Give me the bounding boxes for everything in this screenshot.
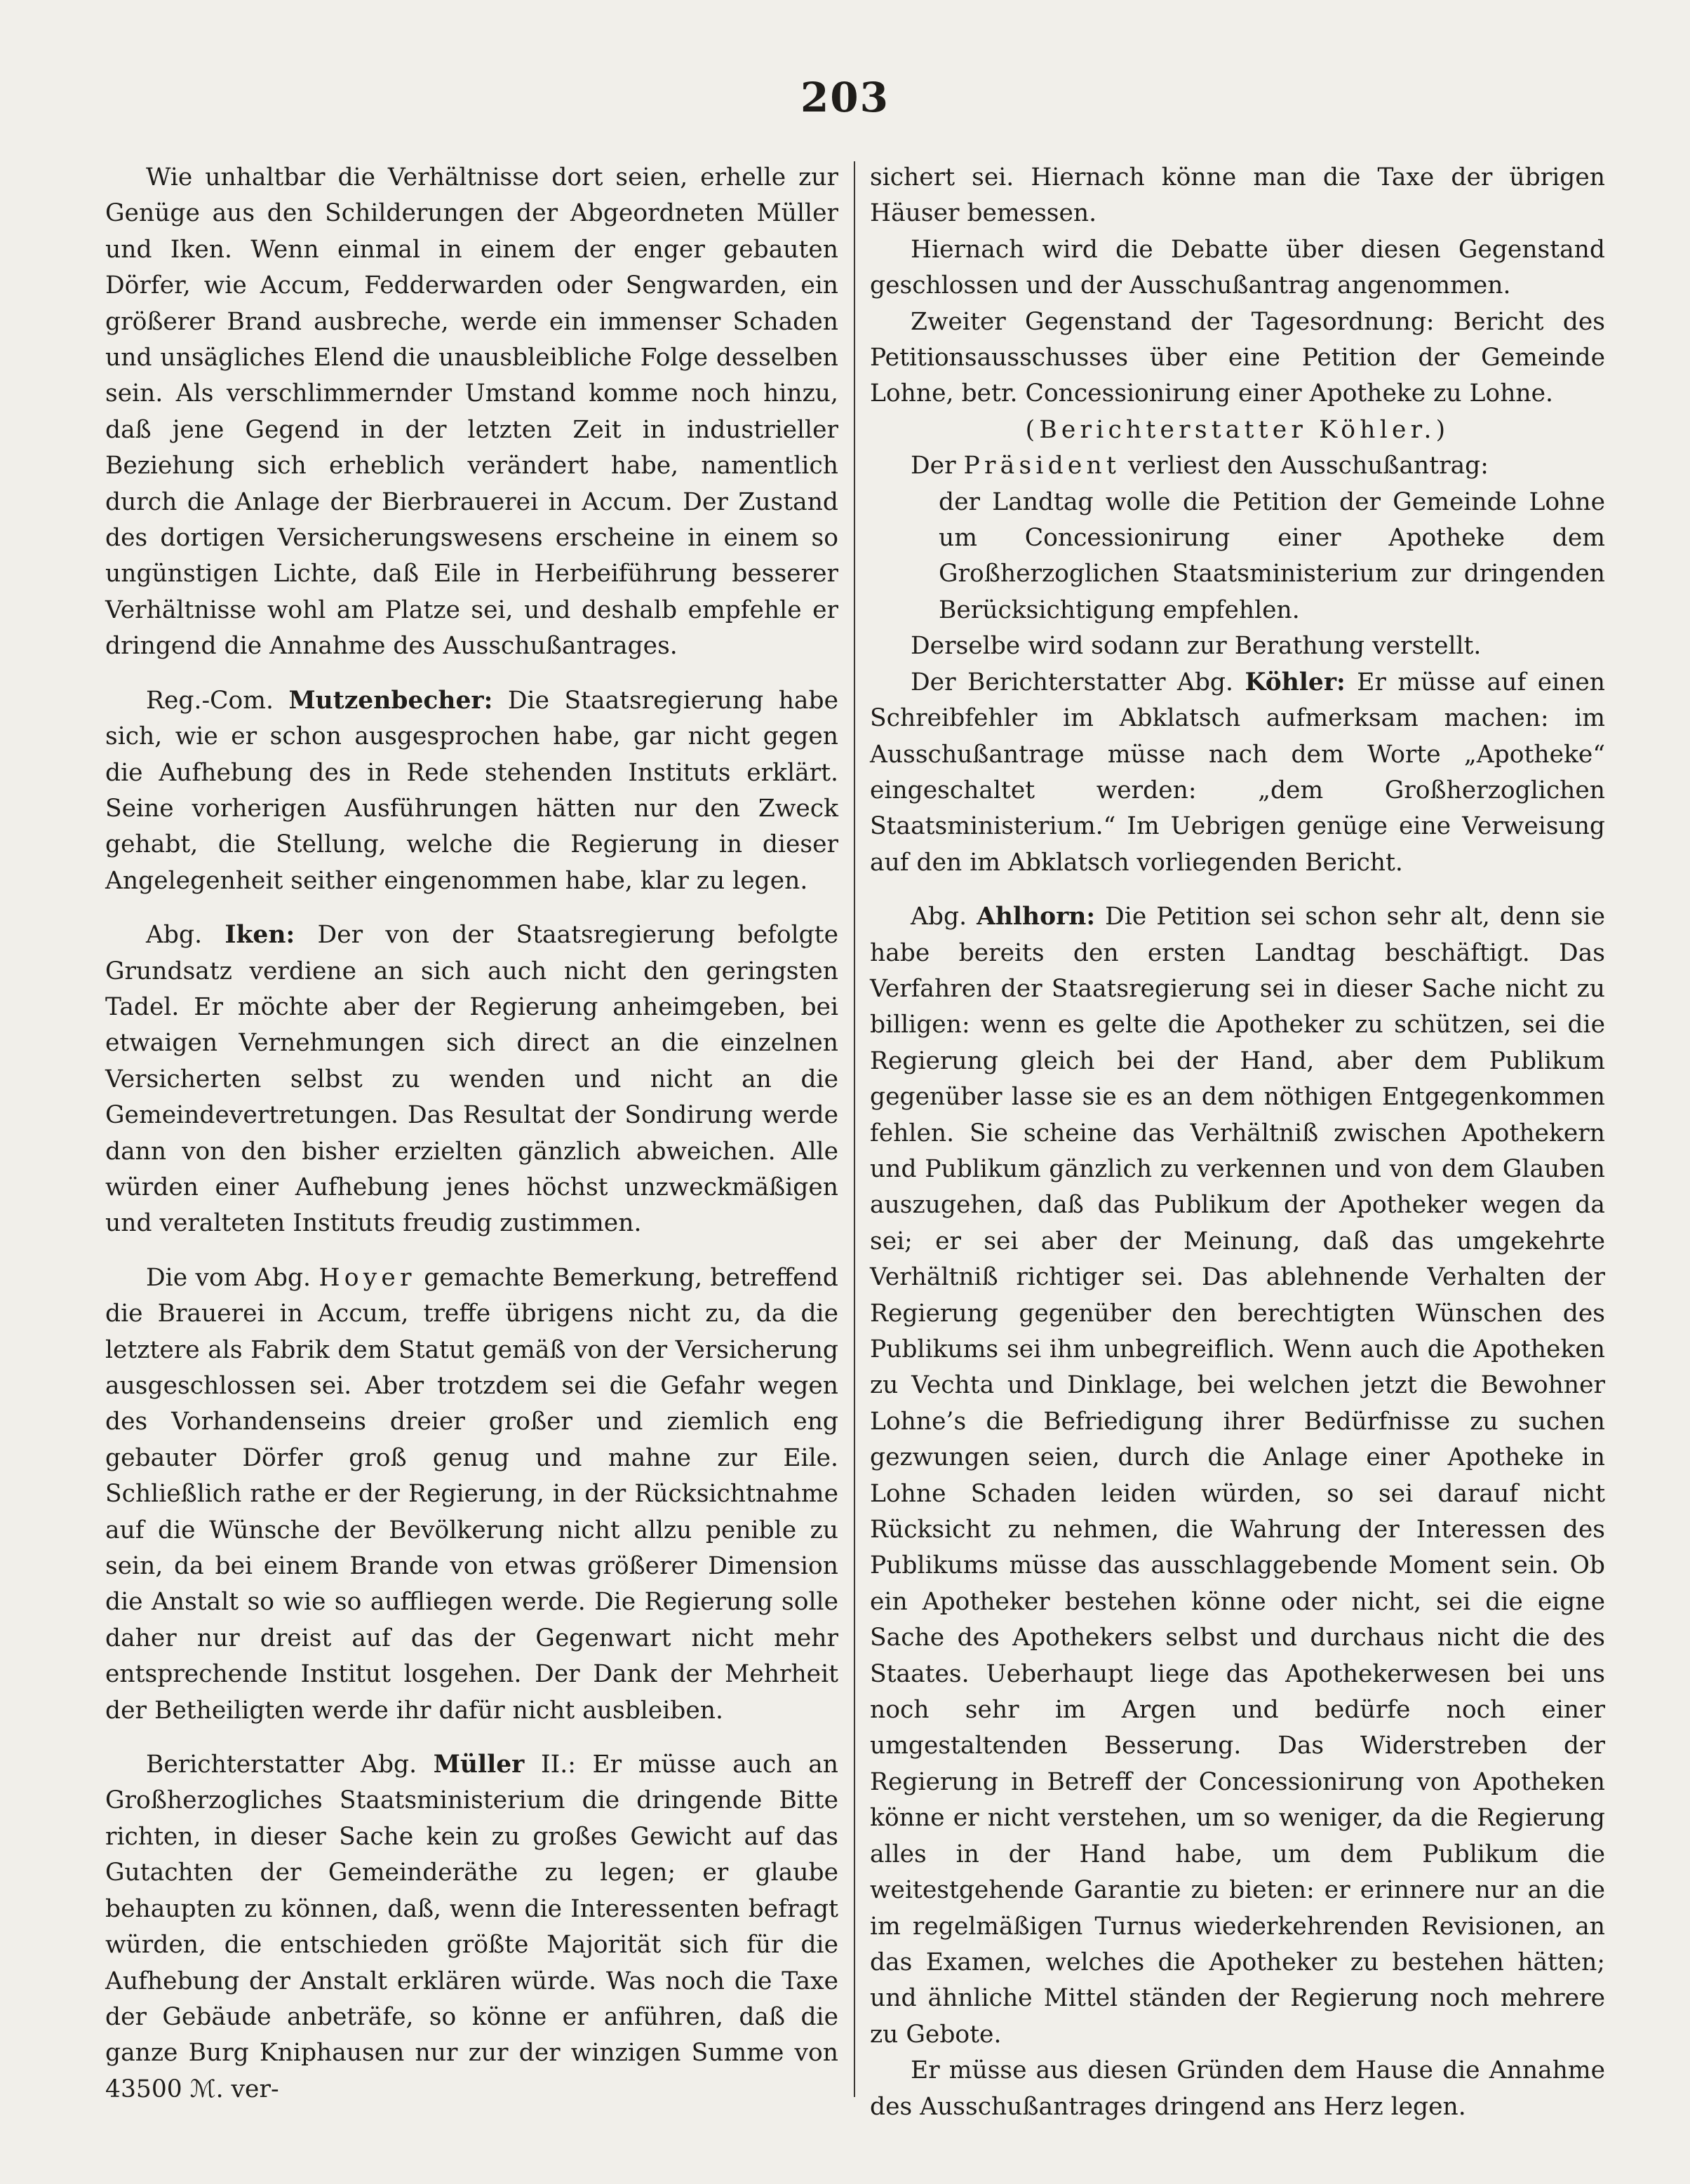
paragraph-lead: Der — [911, 452, 964, 480]
column-divider — [854, 161, 855, 2097]
paragraph-text: sichert sei. Hiernach könne man die Taxe der übrigen Häuser bemessen. — [870, 163, 1605, 228]
paragraph-text: Wie unhaltbar die Verhältnisse dort seien, erhelle zur Genüge aus den Schilderungen der Abgeordneten Müller und Iken. Wenn einmal in einem der enger gebauten Dörfer, wie Accum, Fedderwarden oder Sengwarden, ein größerer Brand ausbreche, werde ein immenser Schaden und unsägliches Elend die unausbleibliche Folge desselben sein. Als verschlimmernder Umstand komme noch hinzu, daß jene Gegend in der letzten Zeit in industrieller Beziehung sich erheblich verändert habe, namentlich durch die Anlage der Bierbrauerei in Accum. Der Zustand des dortigen Versicherungswesens erscheine in einem so ungünstigen Lichte, daß Eile in Herbeiführung besserer Verhältnisse wohl am Platze sei, und deshalb empfehle er dringend die Annahme des Ausschußantrages. — [105, 163, 838, 661]
paragraph-text: Die Staatsregierung habe sich, wie er schon ausgesprochen habe, gar nicht gegen die Aufhebung des in Rede stehenden Instituts erklärt. Seine vorherigen Ausführungen hätten nur den Zweck gehabt, die Stellung, welche die Regierung in dieser Angelegenheit seither eingenommen habe, klar zu legen. — [105, 686, 838, 895]
speaker-role: Berichterstatter Abg. — [146, 1751, 434, 1779]
page-number: 203 — [800, 74, 890, 121]
paragraph — [870, 628, 1605, 664]
motion-quote — [939, 485, 1605, 629]
paragraph — [870, 448, 1605, 484]
speaker-name: Köhler: — [1245, 668, 1346, 696]
paragraph-text: Zweiter Gegenstand der Tagesordnung: Bericht des Petitionsausschusses über eine Petition der Gemeinde Lohne, betr. Concessionirung einer Apotheke zu Lohne. — [870, 307, 1605, 408]
paragraph-text: Hiernach wird die Debatte über diesen Gegenstand geschlossen und der Ausschußantrag angenommen. — [870, 235, 1605, 300]
left-column — [105, 160, 838, 2108]
paragraph — [870, 2053, 1605, 2125]
speaker-role: Abg. — [146, 921, 225, 950]
spaced-name: Präsident — [963, 452, 1121, 480]
speaker-name: Iken: — [224, 921, 295, 950]
paragraph — [870, 160, 1605, 232]
paragraph-text: Er müsse aus diesen Gründen dem Hause die Annahme des Ausschußantrages dringend ans Herz legen. — [870, 2056, 1605, 2121]
spaced-name: Hoyer — [318, 1263, 416, 1292]
paragraph — [870, 304, 1605, 412]
paragraph-text: Die Petition sei schon sehr alt, denn sie habe bereits den ersten Landtag beschäftigt. Das Verfahren der Staatsregierung sei in dieser Sache nicht zu billigen: wenn es gelte die Apotheker zu schützen, sei die Regierung gleich bei der Hand, aber dem Publikum gegenüber lasse sie es an dem nöthigen Entgegenkommen fehlen. Sie scheine das Verhältniß zwischen Apothekern und Publikum gänzlich zu verkennen und von dem Glauben auszugehen, daß das Publikum der Apotheker wegen da sei; er sei aber der Meinung, daß das umgekehrte Verhältniß richtiger sei. Das ablehnende Verhalten der Regierung gegenüber den berechtigten Wünschen des Publikums sei ihm unbegreiflich. Wenn auch die Apotheken zu Vechta und Dinklage, bei welchen jetzt die Bewohner Lohne’s die Befriedigung ihrer Bedürfnisse zu suchen gezwungen seien, durch die Anlage einer Apotheke in Lohne Schaden leiden würden, so sei darauf nicht Rücksicht zu nehmen, die Wahrung der Interessen des Publikums müsse das ausschlaggebende Moment sein. Ob ein Apotheker bestehen könne oder nicht, sei die eigne Sache des Apothekers selbst und durchaus nicht die des Staates. Ueberhaupt liege das Apothekerwesen bei uns noch sehr im Argen und bedürfe noch einer umgestaltenden Besserung. Das Widerstreben der Regierung in Betreff der Concessionirung von Apotheken könne er nicht verstehen, um so weniger, da die Regierung alles in der Hand habe, um dem Publikum die weitestgehende Garantie zu bieten: er erinnere nur an die im regelmäßigen Turnus wiederkehrenden Revisionen, an das Examen, welches die Apotheker zu bestehen hätten; und ähnliche Mittel ständen der Regierung noch mehrere zu Gebote. — [870, 903, 1605, 2049]
speaker-name: Müller — [433, 1751, 525, 1779]
speaker-name: Ahlhorn: — [977, 903, 1096, 931]
paragraph-lead: Die vom Abg. — [146, 1263, 319, 1292]
paragraph-text: Derselbe wird sodann zur Berathung verstellt. — [911, 632, 1482, 661]
right-column — [870, 160, 1605, 2125]
paragraph-text: der Landtag wolle die Petition der Gemeinde Lohne um Concessionirung einer Apotheke dem Großherzoglichen Staatsministerium zur dringenden Berücksichtigung empfehlen. — [939, 487, 1605, 624]
paragraph — [105, 917, 838, 1242]
paragraph-text: II.: Er müsse auch an Großherzogliches Staatsministerium die dringende Bitte richten, in dieser Sache kein zu großes Gewicht auf das Gutachten der Gemeinderäthe zu legen; er glaube behaupten zu können, daß, wenn die Interessenten befragt würden, die entschieden größte Majorität sich für die Aufhebung der Anstalt erklären würde. Was noch die Taxe der Gebäude anbeträfe, so könne er anführen, daß die ganze Burg Kniphausen nur zur der winzigen Summe von 43500 ℳ. ver- — [105, 1751, 838, 2103]
paragraph — [105, 160, 838, 665]
speaker-role: Der Berichterstatter Abg. — [911, 668, 1245, 696]
speaker-name: Mutzenbecher: — [288, 686, 493, 715]
paragraph-text: (Berichterstatter Köhler.) — [1025, 415, 1450, 444]
paragraph — [870, 232, 1605, 304]
speaker-role: Abg. — [911, 903, 977, 931]
paragraph — [105, 683, 838, 899]
speaker-role: Reg.-Com. — [146, 686, 289, 715]
paragraph-text: Er müsse auf einen Schreibfehler im Abklatsch aufmerksam machen: im Ausschußantrage müsse nach dem Worte „Apotheke“ eingeschaltet werden: „dem Großherzoglichen Staatsministerium.“ Im Uebrigen genüge eine Verweisung auf den im Abklatsch vorliegenden Bericht. — [870, 668, 1606, 877]
paragraph-text: Der von der Staatsregierung befolgte Grundsatz verdiene an sich auch nicht den geringsten Tadel. Er möchte aber der Regierung anheimgeben, bei etwaigen Vernehmungen sich direct an die einzelnen Versicherten selbst zu wenden und nicht an die Gemeindevertretungen. Das Resultat der Sondirung werde dann von den bisher erzielten gänzlich abweichen. Alle würden einer Aufhebung jenes höchst unzweckmäßigen und veralteten Instituts freudig zustimmen. — [105, 921, 838, 1238]
paragraph-text: verliest den Ausschußantrag: — [1120, 452, 1489, 480]
reporter-note — [870, 412, 1605, 448]
paragraph — [870, 665, 1605, 881]
paragraph — [870, 899, 1605, 2053]
paragraph-text: gemachte Bemerkung, betreffend die Brauerei in Accum, treffe übrigens nicht zu, da die letztere als Fabrik dem Statut gemäß von der Versicherung ausgeschlossen sei. Aber trotzdem sei die Gefahr wegen des Vorhandenseins dreier großer und ziemlich eng gebauter Dörfer groß genug und mahne zur Eile. Schließlich rathe er der Regierung, in der Rücksichtnahme auf die Wünsche der Bevölkerung nicht allzu penible zu sein, da bei einem Brande von etwas größerer Dimension die Anstalt so wie so auffliegen werde. Die Regierung solle daher nur dreist auf das der Gegenwart nicht mehr entsprechende Institut losgehen. Der Dank der Mehrheit der Betheiligten werde ihr dafür nicht ausbleiben. — [105, 1263, 838, 1725]
paragraph — [105, 1747, 838, 2108]
paragraph — [105, 1260, 838, 1729]
